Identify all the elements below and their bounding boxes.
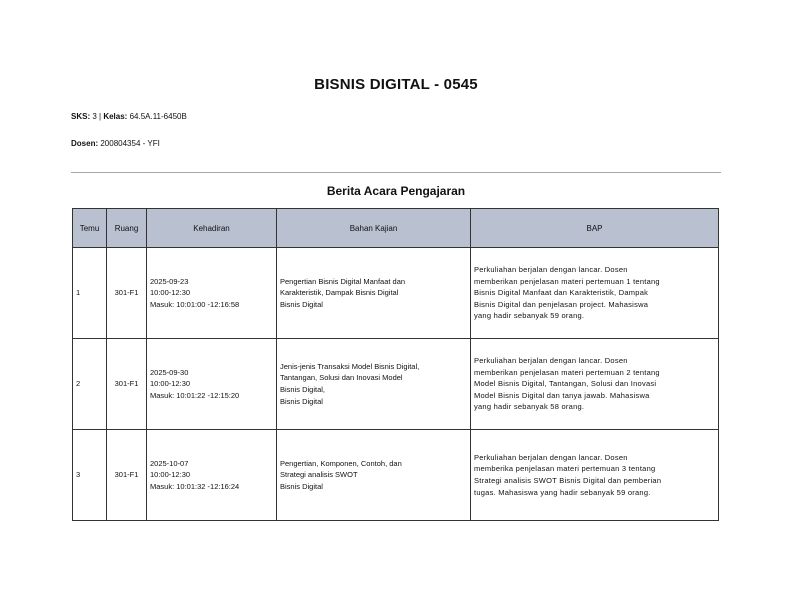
bahan-line: Jenis-jenis Transaksi Model Bisnis Digital, (280, 361, 420, 371)
bap-line: Perkuliahan berjalan dengan lancar. Dosen (474, 355, 628, 365)
cell-bahan-kajian (277, 430, 471, 521)
kehadiran-date: 2025-09-30 (150, 367, 189, 377)
cell-kehadiran (147, 339, 277, 430)
divider (71, 172, 721, 173)
bap-line: Perkuliahan berjalan dengan lancar. Dosen (474, 452, 628, 462)
kehadiran-time: 10:00-12:30 (150, 470, 191, 480)
dosen-label: Dosen: (71, 139, 99, 148)
bap-line: Bisnis Digital dan penjelasan project. Mahasiswa (474, 299, 649, 309)
kehadiran-time: 10:00-12:30 (150, 379, 191, 389)
table-header-row (73, 209, 719, 248)
header-temu: Temu (73, 209, 107, 248)
cell-bap (471, 430, 719, 521)
bap-line: Model Bisnis Digital, Tantangan, Solusi dan Inovasi (474, 379, 657, 389)
bahan-line: Bisnis Digital (280, 299, 323, 309)
cell-ruang: 301-F1 (107, 248, 147, 339)
bahan-line: Bisnis Digital, (280, 385, 326, 394)
bahan-line: Pengertian, Komponen, Contoh, dan (280, 458, 402, 468)
lecturer-info-line (71, 139, 160, 148)
cell-bap (471, 248, 719, 339)
bap-line: Model Bisnis Digital dan tanya jawab. Mahasiswa (474, 390, 650, 400)
kehadiran-checkin: Masuk: 10:01:22 -12:15:20 (150, 390, 240, 400)
bap-line: memberikan penjelasan materi pertemuan 2 tentang (474, 367, 660, 377)
cell-temu: 3 (73, 430, 107, 521)
header-kehadiran: Kehadiran (147, 209, 277, 248)
bap-line: Bisnis Digital Manfaat dan Karakteristik, Dampak (474, 288, 649, 298)
kehadiran-checkin: Masuk: 10:01:00 -12:16:58 (150, 299, 240, 309)
bahan-line: Pengertian Bisnis Digital Manfaat dan (280, 276, 406, 286)
sks-value: 3 | (90, 112, 104, 121)
cell-bahan-kajian (277, 339, 471, 430)
cell-bahan-kajian (277, 248, 471, 339)
bap-line: Perkuliahan berjalan dengan lancar. Dosen (474, 264, 628, 274)
bap-line: memberika penjelasan materi pertemuan 3 tentang (474, 464, 656, 474)
dosen-value: 200804354 - YFI (98, 139, 160, 148)
bap-line: Strategi analisis SWOT Bisnis Digital dan pemberian (474, 476, 662, 485)
cell-bap (471, 339, 719, 430)
table-row (73, 248, 719, 339)
header-ruang: Ruang (107, 209, 147, 248)
table-row (73, 430, 719, 521)
table-row (73, 339, 719, 430)
bahan-line: Bisnis Digital (280, 396, 323, 406)
cell-kehadiran (147, 430, 277, 521)
bap-line: tugas. Mahasiswa yang hadir sebanyak 59 orang. (474, 487, 651, 497)
bahan-line: Bisnis Digital (280, 481, 323, 491)
kehadiran-date: 2025-10-07 (150, 458, 189, 468)
kehadiran-date: 2025-09-23 (150, 276, 189, 286)
kelas-label: Kelas: (103, 112, 128, 121)
sks-label: SKS: (71, 112, 91, 121)
bap-line: memberikan penjelasan materi pertemuan 1 tentang (474, 276, 660, 286)
course-info-line (71, 112, 187, 121)
header-bap: BAP (471, 209, 719, 248)
bahan-line: Tantangan, Solusi dan Inovasi Model (280, 373, 403, 383)
bap-line: yang hadir sebanyak 59 orang. (474, 311, 585, 321)
cell-temu: 1 (73, 248, 107, 339)
cell-temu: 2 (73, 339, 107, 430)
bahan-line: Karakteristik, Dampak Bisnis Digital (280, 288, 399, 298)
kelas-value: 64.5A.11-6450B (127, 112, 187, 121)
cell-ruang: 301-F1 (107, 339, 147, 430)
teaching-report-table (72, 208, 719, 521)
kehadiran-checkin: Masuk: 10:01:32 -12:16:24 (150, 481, 240, 491)
bap-line: yang hadir sebanyak 58 orang. (474, 402, 585, 412)
header-bahan-kajian: Bahan Kajian (277, 209, 471, 248)
document-title: BISNIS DIGITAL - 0545 (314, 76, 478, 93)
kehadiran-time: 10:00-12:30 (150, 288, 191, 298)
bahan-line: Strategi analisis SWOT (280, 470, 358, 480)
cell-ruang: 301-F1 (107, 430, 147, 521)
cell-kehadiran (147, 248, 277, 339)
section-title: Berita Acara Pengajaran (326, 184, 466, 198)
